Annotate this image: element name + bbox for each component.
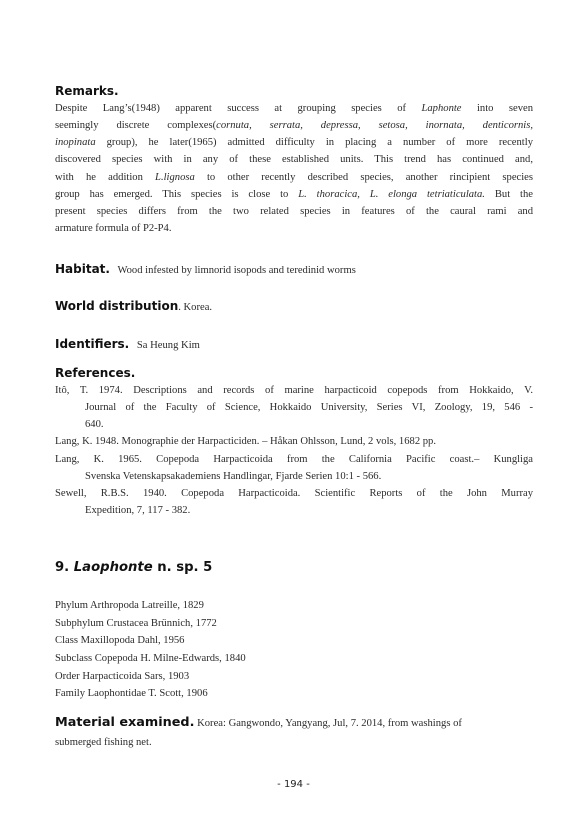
taxonomy-rank: Order Harpacticoida Sars, 1903 <box>55 670 190 682</box>
taxonomy-rank: Phylum Arthropoda Latreille, 1829 <box>55 600 204 611</box>
taxonomy-list <box>55 597 533 703</box>
habitat-section <box>55 260 533 279</box>
reference-line: 640. <box>85 419 104 431</box>
taxonomy-rank: Subclass Copepoda H. Milne-Edwards, 1840 <box>55 653 246 665</box>
reference-item <box>55 451 533 485</box>
remarks-line: inopinata group), he later(1965) admitted difficulty in placing a number of more recently <box>55 137 533 149</box>
material-examined-heading: Material examined. <box>55 715 195 730</box>
remarks-line: with he addition L.lignosa to other recently described species, another rincipient species <box>55 171 534 183</box>
species-title: 9. Laophonte n. sp. 5 <box>55 560 213 575</box>
material-line-1: Korea: Gangwondo, Yangyang, Jul, 7. 2014, from washings of <box>197 718 462 729</box>
reference-line: Journal of the Faculty of Science, Hokkaido University, Series VI, Zoology, 19, 546 - <box>85 402 533 414</box>
references-heading: References. <box>55 366 136 380</box>
world-distribution-section <box>55 297 533 316</box>
world-distribution-text: . Korea. <box>178 302 213 313</box>
habitat-text: Wood infested by limnorid isopods and teredinid worms <box>117 265 356 276</box>
reference-line: Lang, K. 1948. Monographie der Harpacticiden. – Håkan Ohlsson, Lund, 2 vols, 1682 pp. <box>55 436 437 448</box>
taxonomy-rank: Class Maxillopoda Dahl, 1956 <box>55 635 185 647</box>
page-number: - 194 - <box>277 779 310 790</box>
reference-line: Expedition, 7, 117 - 382. <box>85 505 191 517</box>
remarks-line: group has emerged. This species is close to L. thoracica, L. elonga tetriaticulata. But the <box>55 188 533 200</box>
remarks-heading: Remarks. <box>55 84 119 98</box>
reference-line: Svenska Vetenskapsakademiens Handlingar, Fjarde Serien 10:1 - 566. <box>85 470 382 482</box>
world-distribution-heading: World distribution <box>55 299 179 313</box>
reference-item <box>55 485 533 519</box>
reference-item <box>55 382 533 433</box>
remarks-line: seemingly discrete complexes(cornuta, serrata, depressa, setosa, inornata, denticornis, <box>55 120 533 132</box>
habitat-heading: Habitat. <box>55 262 110 276</box>
remarks-line: discovered species with in any of these established units. This trend has continued and, <box>55 154 533 166</box>
remarks-line: armature formula of P2-P4. <box>55 223 172 235</box>
identifiers-heading: Identifiers. <box>55 337 130 351</box>
reference-line: Itô, T. 1974. Descriptions and records of marine harpacticoid copepods from Hokkaido, V. <box>55 385 533 396</box>
reference-item <box>55 433 533 450</box>
remarks-body <box>55 100 533 237</box>
material-line-2: submerged fishing net. <box>55 736 152 748</box>
material-line-1-wrap <box>55 713 533 734</box>
reference-line: Lang, K. 1965. Copepoda Harpacticoida from the California Pacific coast.– Kungliga <box>55 453 533 465</box>
taxonomy-rank: Family Laophontidae T. Scott, 1906 <box>55 688 208 700</box>
reference-line: Sewell, R.B.S. 1940. Copepoda Harpacticoida. Scientific Reports of the John Murray <box>55 487 533 499</box>
taxonomy-rank: Subphylum Crustacea Brünnich, 1772 <box>55 617 217 629</box>
references-list <box>55 382 533 519</box>
identifiers-text: Sa Heung Kim <box>136 340 200 351</box>
identifiers-section <box>55 335 533 354</box>
material-examined-section <box>55 713 533 751</box>
remarks-line: Despite Lang’s(1948) apparent success at grouping species of Laphonte into seven <box>55 103 533 114</box>
remarks-line: present species differs from the two related species in features of the caural rami and <box>55 205 533 217</box>
